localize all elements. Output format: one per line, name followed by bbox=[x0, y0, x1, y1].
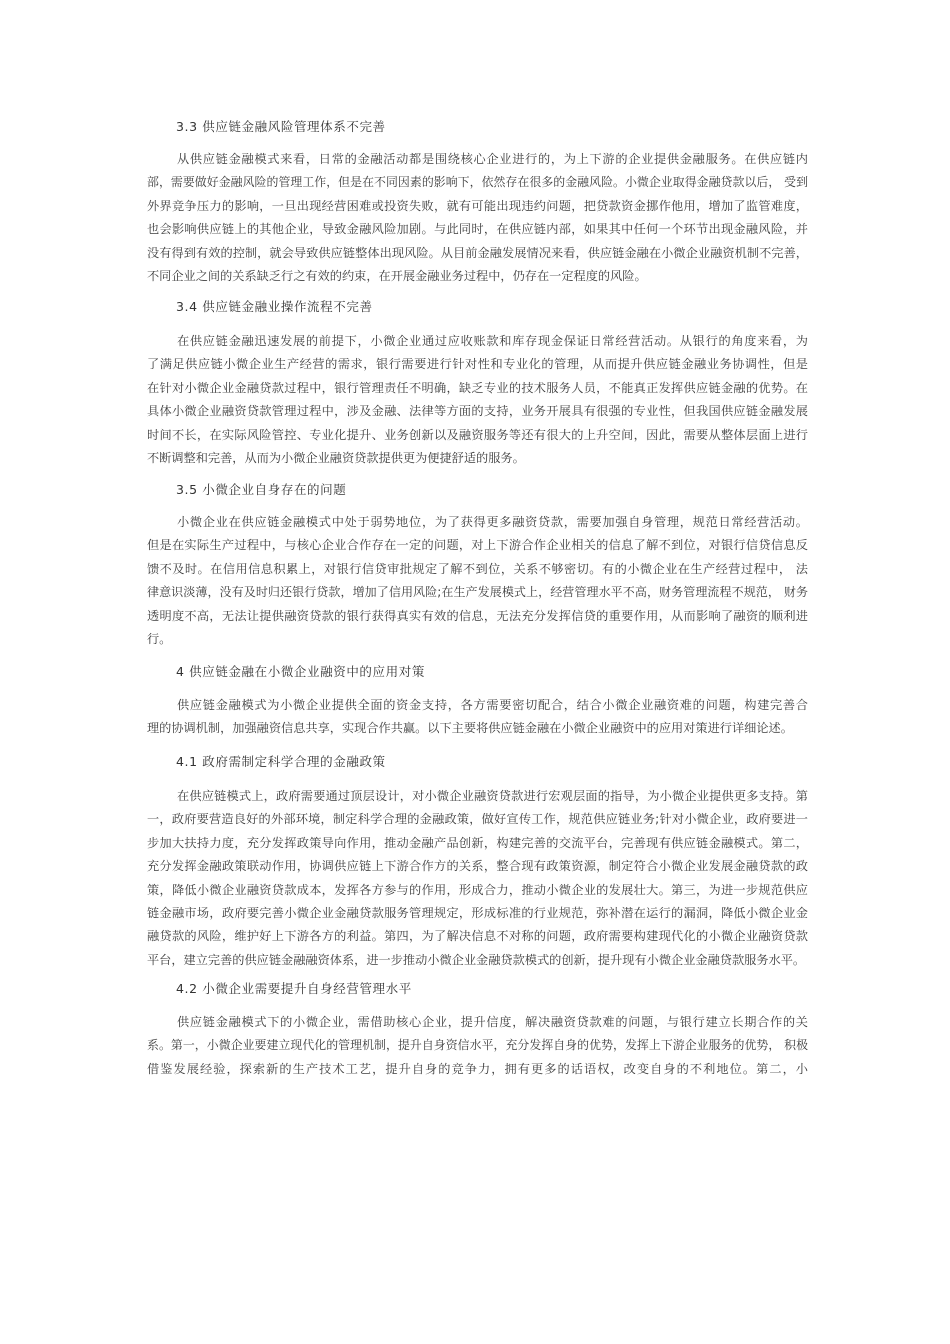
text-line: 策，降低小微企业融资贷款成本，发挥各方参与的作用，形成合力，推动小微企业的发展壮大。第三，为进一步规范供应 bbox=[147, 882, 808, 897]
text-line: 时间不长，在实际风险管控、专业化提升、业务创新以及融资服务等还有很大的上升空间，因此，需要从整体层面上进行 bbox=[147, 427, 808, 442]
paragraph-3-3 bbox=[147, 148, 808, 288]
text-line: 但是在实际生产过程中，与核心企业合作存在一定的问题，对上下游合作企业相关的信息了解不到位，对银行信贷信息反 bbox=[147, 538, 808, 553]
section-heading-3-4: 3.4 供应链金融业操作流程不完善 bbox=[176, 299, 373, 314]
text-line: 系。第一，小微企业要建立现代化的管理机制，提升自身资信水平，充分发挥自身的优势，发挥上下游企业服务的优势， 积极 bbox=[147, 1038, 808, 1053]
text-line: 不断调整和完善，从而为小微企业融资贷款提供更为便捷舒适的服务。 bbox=[147, 450, 525, 465]
paragraph-4-1 bbox=[147, 785, 808, 972]
text-line: 行。 bbox=[147, 631, 172, 646]
text-line: 不同企业之间的关系缺乏行之有效的约束，在开展金融业务过程中，仍存在一定程度的风险。 bbox=[147, 268, 647, 283]
text-line: 没有得到有效的控制，就会导致供应链整体出现风险。从目前金融发展情况来看，供应链金融在小微企业融资机制不完善， bbox=[147, 245, 808, 260]
text-line: 平台，建立完善的供应链金融融资体系，进一步推动小微企业金融贷款模式的创新，提升现有小微企业金融贷款服务水平。 bbox=[147, 952, 806, 967]
text-line: 从供应链金融模式来看，日常的金融活动都是围绕核心企业进行的，为上下游的企业提供金融服务。在供应链内 bbox=[177, 152, 808, 166]
section-heading-4-1: 4.1 政府需制定科学合理的金融政策 bbox=[176, 754, 386, 769]
text-line: 小微企业在供应链金融模式中处于弱势地位，为了获得更多融资贷款，需要加强自身管理，规范日常经营活动。 bbox=[177, 515, 808, 529]
paragraph-4-2 bbox=[147, 1011, 808, 1081]
text-line: 律意识淡薄，没有及时归还银行贷款，增加了信用风险;在生产发展模式上，经营管理水平不高，财务管理流程不规范， 财务 bbox=[147, 585, 808, 600]
text-line: 馈不及时。在信用信息积累上，对银行信贷审批规定了解不到位，关系不够密切。有的小微企业在生产经营过程中， 法 bbox=[147, 561, 808, 576]
text-line: 链金融市场，政府要完善小微企业金融贷款服务管理规定，形成标准的行业规范，弥补潜在运行的漏洞，降低小微企业金 bbox=[147, 905, 808, 920]
text-line: 具体小微企业融资贷款管理过程中，涉及金融、法律等方面的支持，业务开展具有很强的专业性，但我国供应链金融发展 bbox=[147, 404, 808, 419]
section-heading-3-3: 3.3 供应链金融风险管理体系不完善 bbox=[176, 119, 386, 134]
paragraph-3-4 bbox=[147, 330, 808, 470]
text-line: 部，需要做好金融风险的管理工作，但是在不同因素的影响下，依然存在很多的金融风险。小微企业取得金融贷款以后， 受到 bbox=[147, 175, 808, 190]
text-line: 在针对小微企业金融贷款过程中，银行管理责任不明确，缺乏专业的技术服务人员，不能真正发挥供应链金融的优势。在 bbox=[147, 380, 808, 395]
text-line: 也会影响供应链上的其他企业，导致金融风险加剧。与此同时，在供应链内部，如果其中任何一个环节出现金融风险，并 bbox=[147, 222, 808, 237]
section-heading-4: 4 供应链金融在小微企业融资中的应用对策 bbox=[176, 664, 425, 679]
section-heading-4-2: 4.2 小微企业需要提升自身经营管理水平 bbox=[176, 981, 412, 996]
paragraph-3-5 bbox=[147, 511, 808, 651]
paragraph-4 bbox=[147, 694, 808, 741]
text-line: 借鉴发展经验，探索新的生产技术工艺，提升自身的竞争力，拥有更多的话语权，改变自身的不利地位。第二，小 bbox=[147, 1061, 808, 1076]
text-line: 步加大扶持力度，充分发挥政策导向作用，推动金融产品创新，构建完善的交流平台，完善现有供应链金融模式。第二， bbox=[147, 835, 808, 850]
text-line: 供应链金融模式为小微企业提供全面的资金支持，各方需要密切配合，结合小微企业融资难的问题，构建完善合 bbox=[177, 698, 808, 712]
text-line: 理的协调机制，加强融资信息共享，实现合作共赢。以下主要将供应链金融在小微企业融资中的应用对策进行详细论述。 bbox=[147, 721, 793, 736]
text-line: 了满足供应链小微企业生产经营的需求，银行需要进行针对性和专业化的管理，从而提升供应链金融业务协调性，但是 bbox=[147, 357, 808, 372]
section-heading-3-5: 3.5 小微企业自身存在的问题 bbox=[176, 482, 347, 497]
text-line: 在供应链金融迅速发展的前提下，小微企业通过应收账款和库存现金保证日常经营活动。从银行的角度来看，为 bbox=[177, 334, 808, 348]
text-line: 融贷款的风险，维护好上下游各方的利益。第四，为了解决信息不对称的问题，政府需要构建现代化的小微企业融资贷款 bbox=[147, 929, 808, 944]
text-line: 充分发挥金融政策联动作用，协调供应链上下游合作方的关系，整合现有政策资源，制定符合小微企业发展金融贷款的政 bbox=[147, 859, 808, 874]
text-line: 外界竞争压力的影响，一旦出现经营困难或投资失败，就有可能出现违约问题，把贷款资金挪作他用，增加了监管难度， bbox=[147, 198, 808, 213]
text-line: 透明度不高，无法让提供融资贷款的银行获得真实有效的信息，无法充分发挥信贷的重要作用，从而影响了融资的顺利进 bbox=[147, 608, 808, 623]
text-line: 一，政府要营造良好的外部环境，制定科学合理的金融政策，做好宣传工作，规范供应链业务;针对小微企业，政府要进一 bbox=[147, 812, 808, 827]
text-line: 在供应链模式上，政府需要通过顶层设计，对小微企业融资贷款进行宏观层面的指导，为小微企业提供更多支持。第 bbox=[177, 789, 808, 803]
text-line: 供应链金融模式下的小微企业，需借助核心企业，提升信度，解决融资贷款难的问题，与银行建立长期合作的关 bbox=[177, 1015, 808, 1029]
